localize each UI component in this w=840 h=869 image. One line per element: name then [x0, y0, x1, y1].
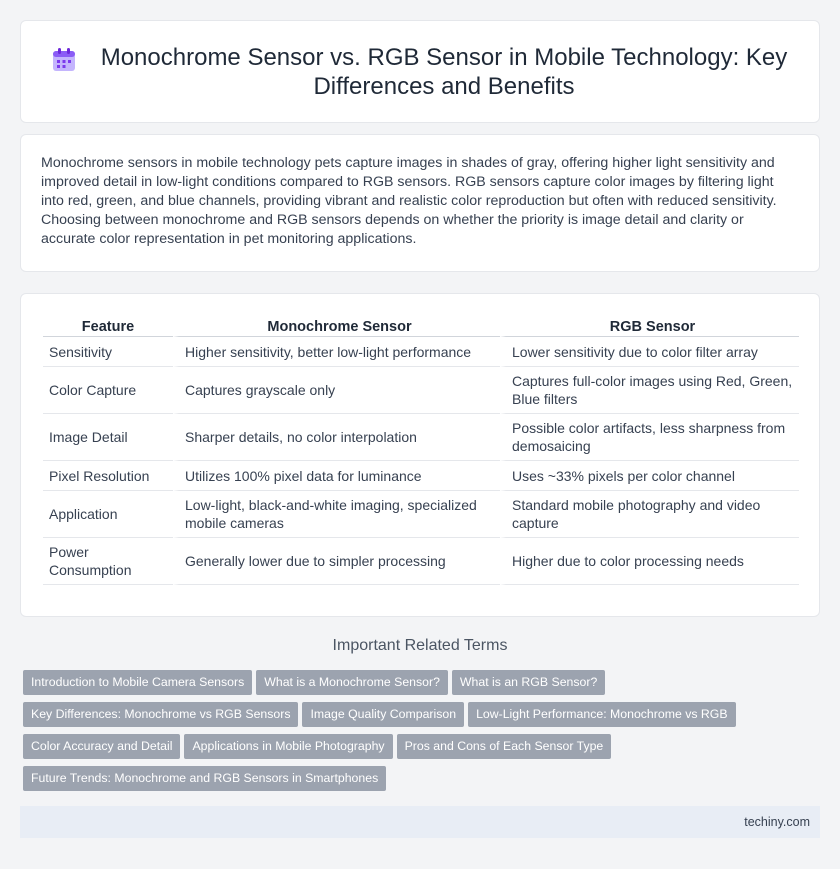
cell-feature: Power Consumption: [43, 538, 173, 585]
cell-rgb: Possible color artifacts, less sharpness from demosaicing: [500, 414, 799, 461]
cell-monochrome: Generally lower due to simpler processing: [173, 538, 500, 585]
calendar-icon: [51, 47, 77, 73]
related-term-tag[interactable]: Pros and Cons of Each Sensor Type: [397, 734, 612, 759]
cell-rgb: Captures full-color images using Red, Green, Blue filters: [500, 367, 799, 414]
related-term-tag[interactable]: What is a Monochrome Sensor?: [256, 670, 448, 695]
cell-monochrome: Captures grayscale only: [173, 367, 500, 414]
cell-rgb: Higher due to color processing needs: [500, 538, 799, 585]
summary-card: [20, 134, 820, 272]
summary-text: Monochrome sensors in mobile technology pets capture images in shades of gray, offering higher light sensitivity and improved detail in low-light conditions compared to RGB sensors. RGB sensors capture color images by filtering light into red, green, and blue channels, providing vibrant and realistic color reproduction but often with reduced sensitivity. Choosing between monochrome and RGB sensors depends on whether the priority is image detail and clarity or accurate color representation in pet monitoring applications.: [41, 155, 777, 247]
cell-monochrome: Higher sensitivity, better low-light performance: [173, 337, 500, 367]
table-row: [43, 367, 799, 414]
cell-feature: Color Capture: [43, 367, 173, 414]
cell-feature: Image Detail: [43, 414, 173, 461]
cell-feature: Sensitivity: [43, 337, 173, 367]
related-term-tag[interactable]: Key Differences: Monochrome vs RGB Sensors: [23, 702, 298, 727]
related-term-tag[interactable]: Low-Light Performance: Monochrome vs RGB: [468, 702, 736, 727]
page-title: Monochrome Sensor vs. RGB Sensor in Mobile Technology: Key Differences and Benefits: [100, 43, 788, 100]
table-row: [43, 414, 799, 461]
cell-rgb: Uses ~33% pixels per color channel: [500, 461, 799, 491]
related-term-tag[interactable]: Applications in Mobile Photography: [184, 734, 392, 759]
related-term-tag[interactable]: Future Trends: Monochrome and RGB Sensors in Smartphones: [23, 766, 386, 791]
comparison-table: [43, 311, 799, 585]
cell-rgb: Standard mobile photography and video capture: [500, 491, 799, 538]
table-row: [43, 491, 799, 538]
related-term-tag[interactable]: Color Accuracy and Detail: [23, 734, 180, 759]
footer: [20, 806, 820, 838]
related-term-tag[interactable]: Image Quality Comparison: [302, 702, 464, 727]
table-header-row: [43, 311, 799, 337]
footer-site-link[interactable]: techiny.com: [744, 815, 810, 829]
header-rgb: RGB Sensor: [500, 311, 799, 337]
cell-monochrome: Utilizes 100% pixel data for luminance: [173, 461, 500, 491]
cell-monochrome: Sharper details, no color interpolation: [173, 414, 500, 461]
related-term-tag[interactable]: Introduction to Mobile Camera Sensors: [23, 670, 252, 695]
table-row: [43, 538, 799, 585]
table-row: [43, 337, 799, 367]
cell-feature: Application: [43, 491, 173, 538]
related-terms-list: [23, 670, 823, 798]
cell-feature: Pixel Resolution: [43, 461, 173, 491]
related-term-tag[interactable]: What is an RGB Sensor?: [452, 670, 605, 695]
title-wrap: [51, 43, 789, 101]
related-terms-title: Important Related Terms: [332, 637, 508, 654]
cell-monochrome: Low-light, black-and-white imaging, specialized mobile cameras: [173, 491, 500, 538]
header-monochrome: Monochrome Sensor: [173, 311, 500, 337]
header-feature: Feature: [43, 311, 173, 337]
header-card: [20, 20, 820, 123]
table-row: [43, 461, 799, 491]
cell-rgb: Lower sensitivity due to color filter array: [500, 337, 799, 367]
comparison-table-card: [20, 293, 820, 617]
